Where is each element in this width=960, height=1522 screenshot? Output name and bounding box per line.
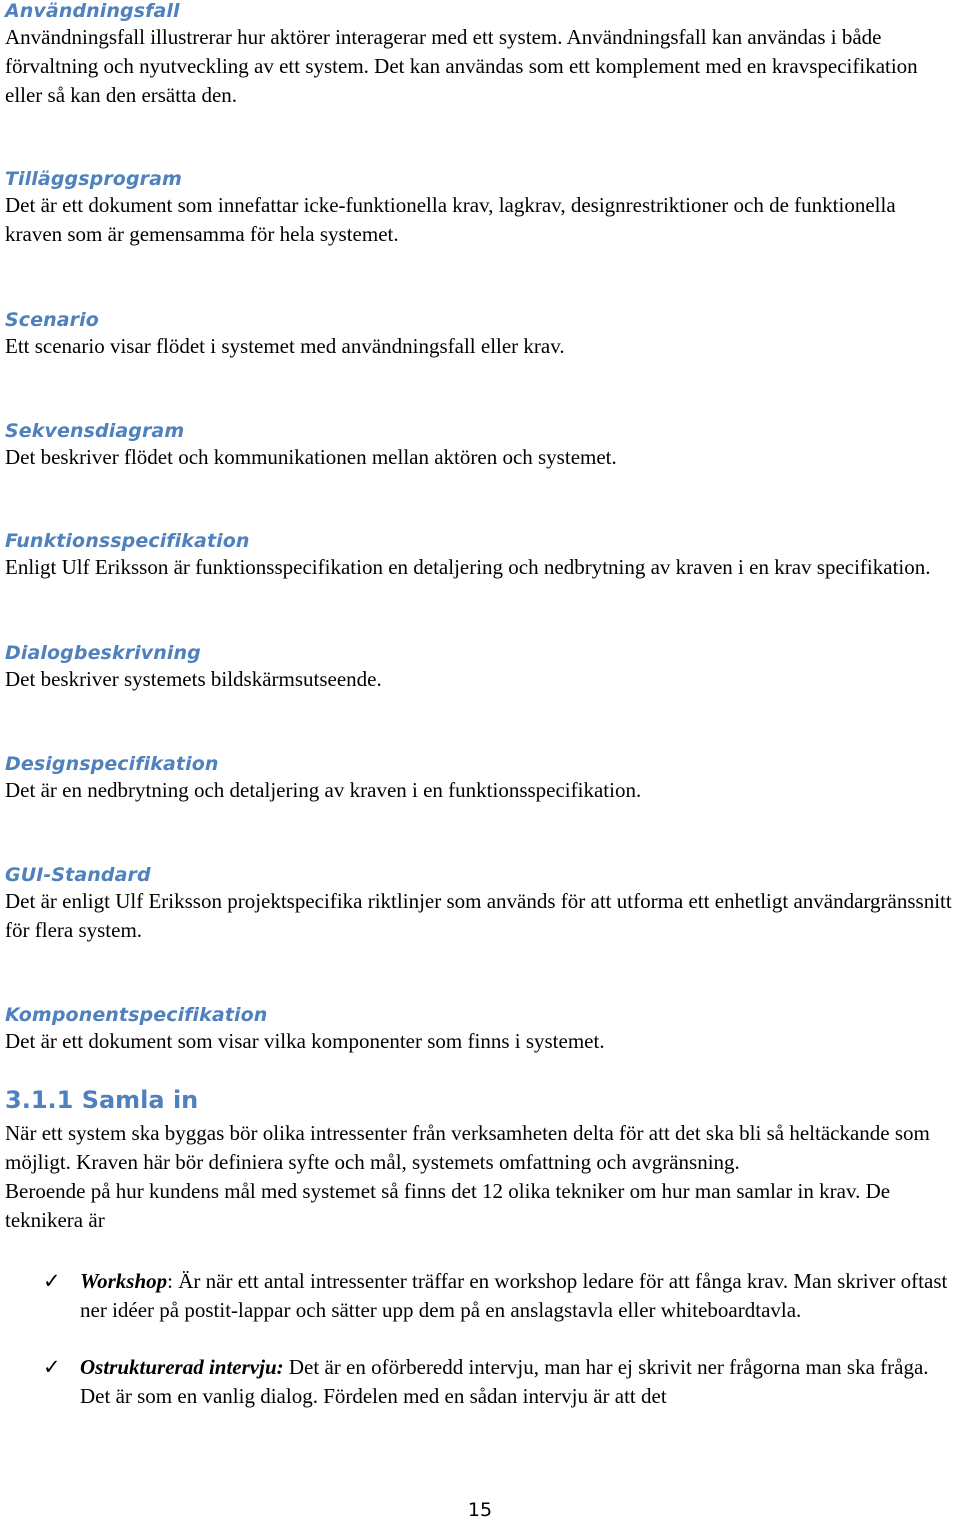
section-body: Ett scenario visar flödet i systemet med användningsfall eller krav. <box>5 334 565 358</box>
section-body: Det beskriver systemets bildskärmsutseende. <box>5 667 382 691</box>
subsection-paragraph: Beroende på hur kundens mål med systemet så finns det 12 olika tekniker om hur man samlar in krav. De teknikera är <box>5 1179 891 1232</box>
subsection-paragraph: När ett system ska byggas bör olika intressenter från verksamheten delta för att det ska bli så heltäckande som möjligt. Kraven här bör definiera syfte och mål, systemets omfattning och avgränsning. <box>5 1121 930 1174</box>
subsection-heading: 3.1.1 Samla in <box>5 1086 199 1114</box>
section-body: Enligt Ulf Eriksson är funktionsspecifikation en detaljering och nedbrytning av kraven i en krav specifikation. <box>5 555 931 579</box>
section-komponentspecifikation <box>5 1003 957 1056</box>
section-sekvensdiagram <box>5 419 957 472</box>
section-body: Det är ett dokument som visar vilka komponenter som finns i systemet. <box>5 1029 605 1053</box>
section-body: Det beskriver flödet och kommunikationen mellan aktören och systemet. <box>5 445 617 469</box>
techniques-list <box>5 1267 957 1411</box>
section-anvandningsfall <box>5 0 957 110</box>
section-heading: Designspecifikation <box>5 753 219 775</box>
checkmark-icon: ✓ <box>43 1269 61 1293</box>
section-designspecifikation <box>5 752 957 805</box>
checkmark-icon: ✓ <box>43 1355 61 1379</box>
technique-text: Det är en oförberedd intervju, man har ej skrivit ner frågorna man ska fråga. Det är som en vanlig dialog. Fördelen med en sådan intervju är att det <box>80 1355 929 1408</box>
section-tillaggsprogram <box>5 167 957 249</box>
page-number: 15 <box>467 1499 493 1521</box>
list-item <box>5 1267 957 1325</box>
subsection-samla-in <box>5 1085 957 1235</box>
section-heading: Dialogbeskrivning <box>5 642 201 664</box>
technique-text: : Är när ett antal intressenter träffar en workshop ledare för att fånga krav. Man skriver oftast ner idéer på postit-lappar och sätter upp dem på en anslagstavla eller whiteboardtavla. <box>80 1269 948 1322</box>
section-body: Det är ett dokument som innefattar icke-funktionella krav, lagkrav, designrestriktioner och de funktionella kraven som är gemensamma för hela systemet. <box>5 193 896 246</box>
section-heading: Komponentspecifikation <box>5 1004 268 1026</box>
list-item <box>5 1353 957 1411</box>
section-body: Det är enligt Ulf Eriksson projektspecifika riktlinjer som används för att utforma ett enhetligt användargränssnitt för flera system. <box>5 889 952 942</box>
section-heading: GUI-Standard <box>5 864 151 886</box>
section-heading: Sekvensdiagram <box>5 420 185 442</box>
technique-term: Ostrukturerad intervju: <box>80 1355 284 1379</box>
section-heading: Scenario <box>5 309 99 331</box>
section-gui-standard <box>5 863 957 945</box>
section-dialogbeskrivning <box>5 641 957 694</box>
technique-term: Workshop <box>80 1269 168 1293</box>
section-heading: Tilläggsprogram <box>5 168 182 190</box>
section-heading: Användningsfall <box>5 0 180 22</box>
section-body: Användningsfall illustrerar hur aktörer interagerar med ett system. Användningsfall kan användas i både förvaltning och nyutveckling av ett system. Det kan användas som ett komplement med en kravspecifikation eller så kan den ersätta den. <box>5 25 918 107</box>
section-body: Det är en nedbrytning och detaljering av kraven i en funktionsspecifikation. <box>5 778 642 802</box>
section-scenario <box>5 308 957 361</box>
section-heading: Funktionsspecifikation <box>5 530 250 552</box>
section-funktionsspecifikation <box>5 529 957 582</box>
